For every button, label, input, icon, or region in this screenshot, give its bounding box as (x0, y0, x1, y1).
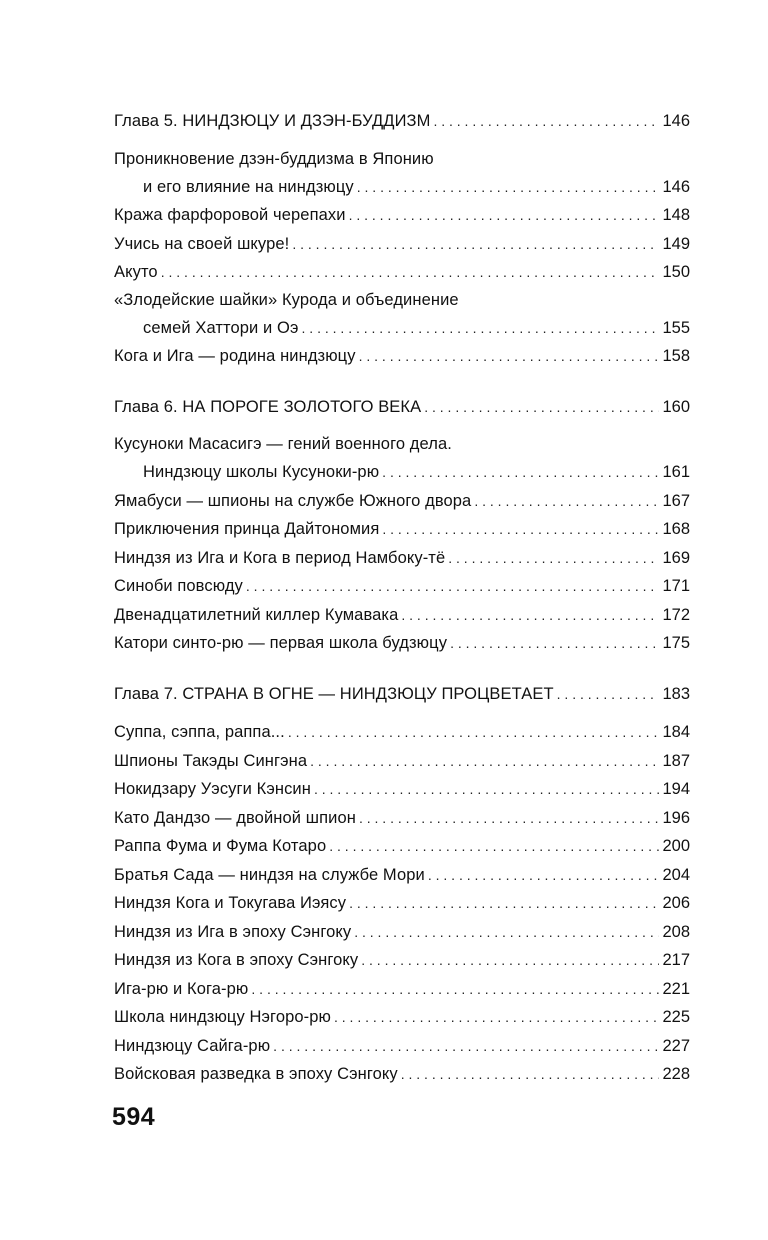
entry-title: Кога и Ига — родина ниндзюцу (114, 347, 356, 365)
chapter-title: Глава 7. СТРАНА В ОГНЕ — НИНДЗЮЦУ ПРОЦВЕТАЕТ (114, 684, 554, 703)
page-ref: 183 (662, 684, 690, 703)
entry-title: Учись на своей шкуре! (114, 234, 290, 253)
toc-entry-line (114, 431, 690, 458)
entry-title: Ниндзя Кога и Токугава Иэясу (114, 894, 347, 912)
page-ref: 175 (662, 634, 690, 652)
entry-title: Като Дандзо — двойной шпион (114, 808, 356, 827)
entry-title: Нокидзару Уэсуги Кэнсин (114, 780, 311, 798)
dot-leader (314, 775, 660, 804)
entry-title: и его влияние на ниндзюцу (143, 177, 354, 196)
dot-leader (246, 572, 660, 601)
toc-entry (114, 1060, 690, 1089)
page-ref: 171 (662, 577, 690, 595)
page-ref: 158 (662, 347, 690, 365)
page-ref: 227 (662, 1036, 690, 1055)
page-ref: 146 (662, 177, 690, 196)
dot-leader (334, 1003, 659, 1032)
toc-entry (114, 515, 690, 544)
page-ref: 228 (662, 1065, 690, 1083)
toc-entry (114, 718, 690, 747)
dot-leader (288, 718, 660, 747)
dot-leader (448, 544, 659, 573)
page-ref: 204 (662, 865, 690, 884)
dot-leader (161, 258, 660, 287)
dot-leader (310, 747, 659, 776)
toc-entry (114, 747, 690, 776)
dot-leader (382, 515, 659, 544)
dot-leader (349, 201, 660, 230)
chapter-heading (114, 680, 690, 709)
page-ref: 200 (662, 837, 690, 855)
toc-entry (114, 201, 690, 230)
entry-title: Школа ниндзюцу Нэгоро-рю (114, 1008, 331, 1026)
toc-entry (114, 314, 690, 343)
dot-leader (302, 314, 660, 343)
dot-leader (357, 173, 660, 202)
toc-entry (114, 946, 690, 975)
dot-leader (251, 975, 659, 1004)
toc-entry-line (114, 146, 690, 173)
toc-entry (114, 258, 690, 287)
dot-leader (474, 487, 659, 516)
page-ref: 146 (662, 112, 690, 130)
toc-entry (114, 487, 690, 516)
toc-entry (114, 804, 690, 833)
entry-title: Катори синто-рю — первая школа будзюцу (114, 634, 448, 652)
page-ref: 194 (662, 780, 690, 798)
toc-entry (114, 173, 690, 202)
chapter-title: Глава 6. НА ПОРОГЕ ЗОЛОТОГО ВЕКА (114, 397, 422, 416)
toc-entry (114, 832, 690, 861)
toc-entry-line (114, 287, 690, 314)
dot-leader (354, 918, 659, 947)
page-ref: 196 (662, 808, 690, 827)
dot-leader (292, 230, 659, 259)
entry-title: Шпионы Такэды Сингэна (114, 751, 308, 770)
dot-leader (424, 393, 659, 422)
entry-title: Приключения принца Дайтономия (114, 520, 380, 538)
entry-title: Синоби повсюду (114, 577, 243, 595)
entry-title: Суппа, сэппа, раппа... (114, 723, 285, 741)
dot-leader (433, 107, 659, 136)
page-ref: 208 (662, 922, 690, 941)
toc-entry (114, 975, 690, 1004)
toc-entry (114, 572, 690, 601)
page-ref: 150 (662, 263, 690, 281)
dot-leader (382, 458, 659, 487)
entry-title: Войсковая разведка в эпоху Сэнгоку (114, 1065, 398, 1083)
dot-leader (359, 804, 660, 833)
toc-entry (114, 342, 690, 371)
dot-leader (428, 861, 660, 890)
toc-entry (114, 544, 690, 573)
page-ref: 160 (662, 397, 690, 416)
entry-title: Ниндзюцу школы Кусуноки-рю (143, 463, 380, 481)
page-ref: 217 (662, 951, 690, 969)
page-ref: 169 (662, 548, 690, 567)
toc-entry (114, 918, 690, 947)
dot-leader (401, 1060, 660, 1089)
page-ref: 187 (662, 751, 690, 770)
chapter-heading (114, 393, 690, 422)
chapter-heading (114, 107, 690, 136)
page-ref: 172 (662, 605, 690, 624)
chapter-6-section (114, 393, 690, 658)
page-ref: 168 (662, 520, 690, 538)
chapter-7-section (114, 680, 690, 1089)
entry-title: Ниндзя из Кога в эпоху Сэнгоку (114, 951, 359, 969)
entry-title: Братья Сада — ниндзя на службе Мори (114, 865, 425, 884)
toc-entry (114, 629, 690, 658)
page-ref: 206 (662, 894, 690, 912)
page-ref: 167 (662, 491, 690, 510)
dot-leader (349, 889, 659, 918)
entry-title: «Злодейские шайки» Курода и объединение (114, 290, 459, 309)
chapter-title: Глава 5. НИНДЗЮЦУ И ДЗЭН-БУДДИЗМ (114, 112, 431, 130)
dot-leader (557, 680, 660, 709)
page-ref: 161 (662, 463, 690, 481)
page-ref: 155 (662, 318, 690, 337)
dot-leader (273, 1032, 659, 1061)
dot-leader (401, 601, 659, 630)
entry-title: семей Хаттори и Оэ (143, 318, 299, 337)
dot-leader (359, 342, 660, 371)
entry-title: Проникновение дзэн-буддизма в Японию (114, 149, 434, 168)
entry-title: Раппа Фума и Фума Котаро (114, 837, 327, 855)
entry-title: Кража фарфоровой черепахи (114, 206, 346, 224)
entry-title: Ниндзя из Ига и Кога в период Намбоку-тё (114, 548, 446, 567)
page-ref: 148 (662, 206, 690, 224)
entry-title: Ниндзюцу Сайга-рю (114, 1036, 271, 1055)
entry-title: Ига-рю и Кога-рю (114, 979, 249, 998)
table-of-contents (114, 107, 690, 1111)
entry-title: Двенадцатилетний киллер Кумавака (114, 605, 399, 624)
chapter-5-section (114, 107, 690, 371)
toc-entry (114, 458, 690, 487)
toc-entry (114, 889, 690, 918)
entry-title: Кусуноки Масасигэ — гений военного дела. (114, 435, 452, 453)
entry-title: Акуто (114, 263, 158, 281)
entry-title: Ямабуси — шпионы на службе Южного двора (114, 491, 472, 510)
entry-title: Ниндзя из Ига в эпоху Сэнгоку (114, 922, 352, 941)
dot-leader (361, 946, 659, 975)
dot-leader (329, 832, 659, 861)
page-ref: 184 (662, 723, 690, 741)
page-ref: 221 (662, 979, 690, 998)
toc-entry (114, 230, 690, 259)
page-ref: 225 (662, 1008, 690, 1026)
toc-entry (114, 1032, 690, 1061)
toc-entry (114, 861, 690, 890)
toc-entry (114, 1003, 690, 1032)
toc-entry (114, 775, 690, 804)
page-ref: 149 (662, 234, 690, 253)
dot-leader (450, 629, 659, 658)
page-number: 594 (112, 1103, 156, 1131)
toc-entry (114, 601, 690, 630)
